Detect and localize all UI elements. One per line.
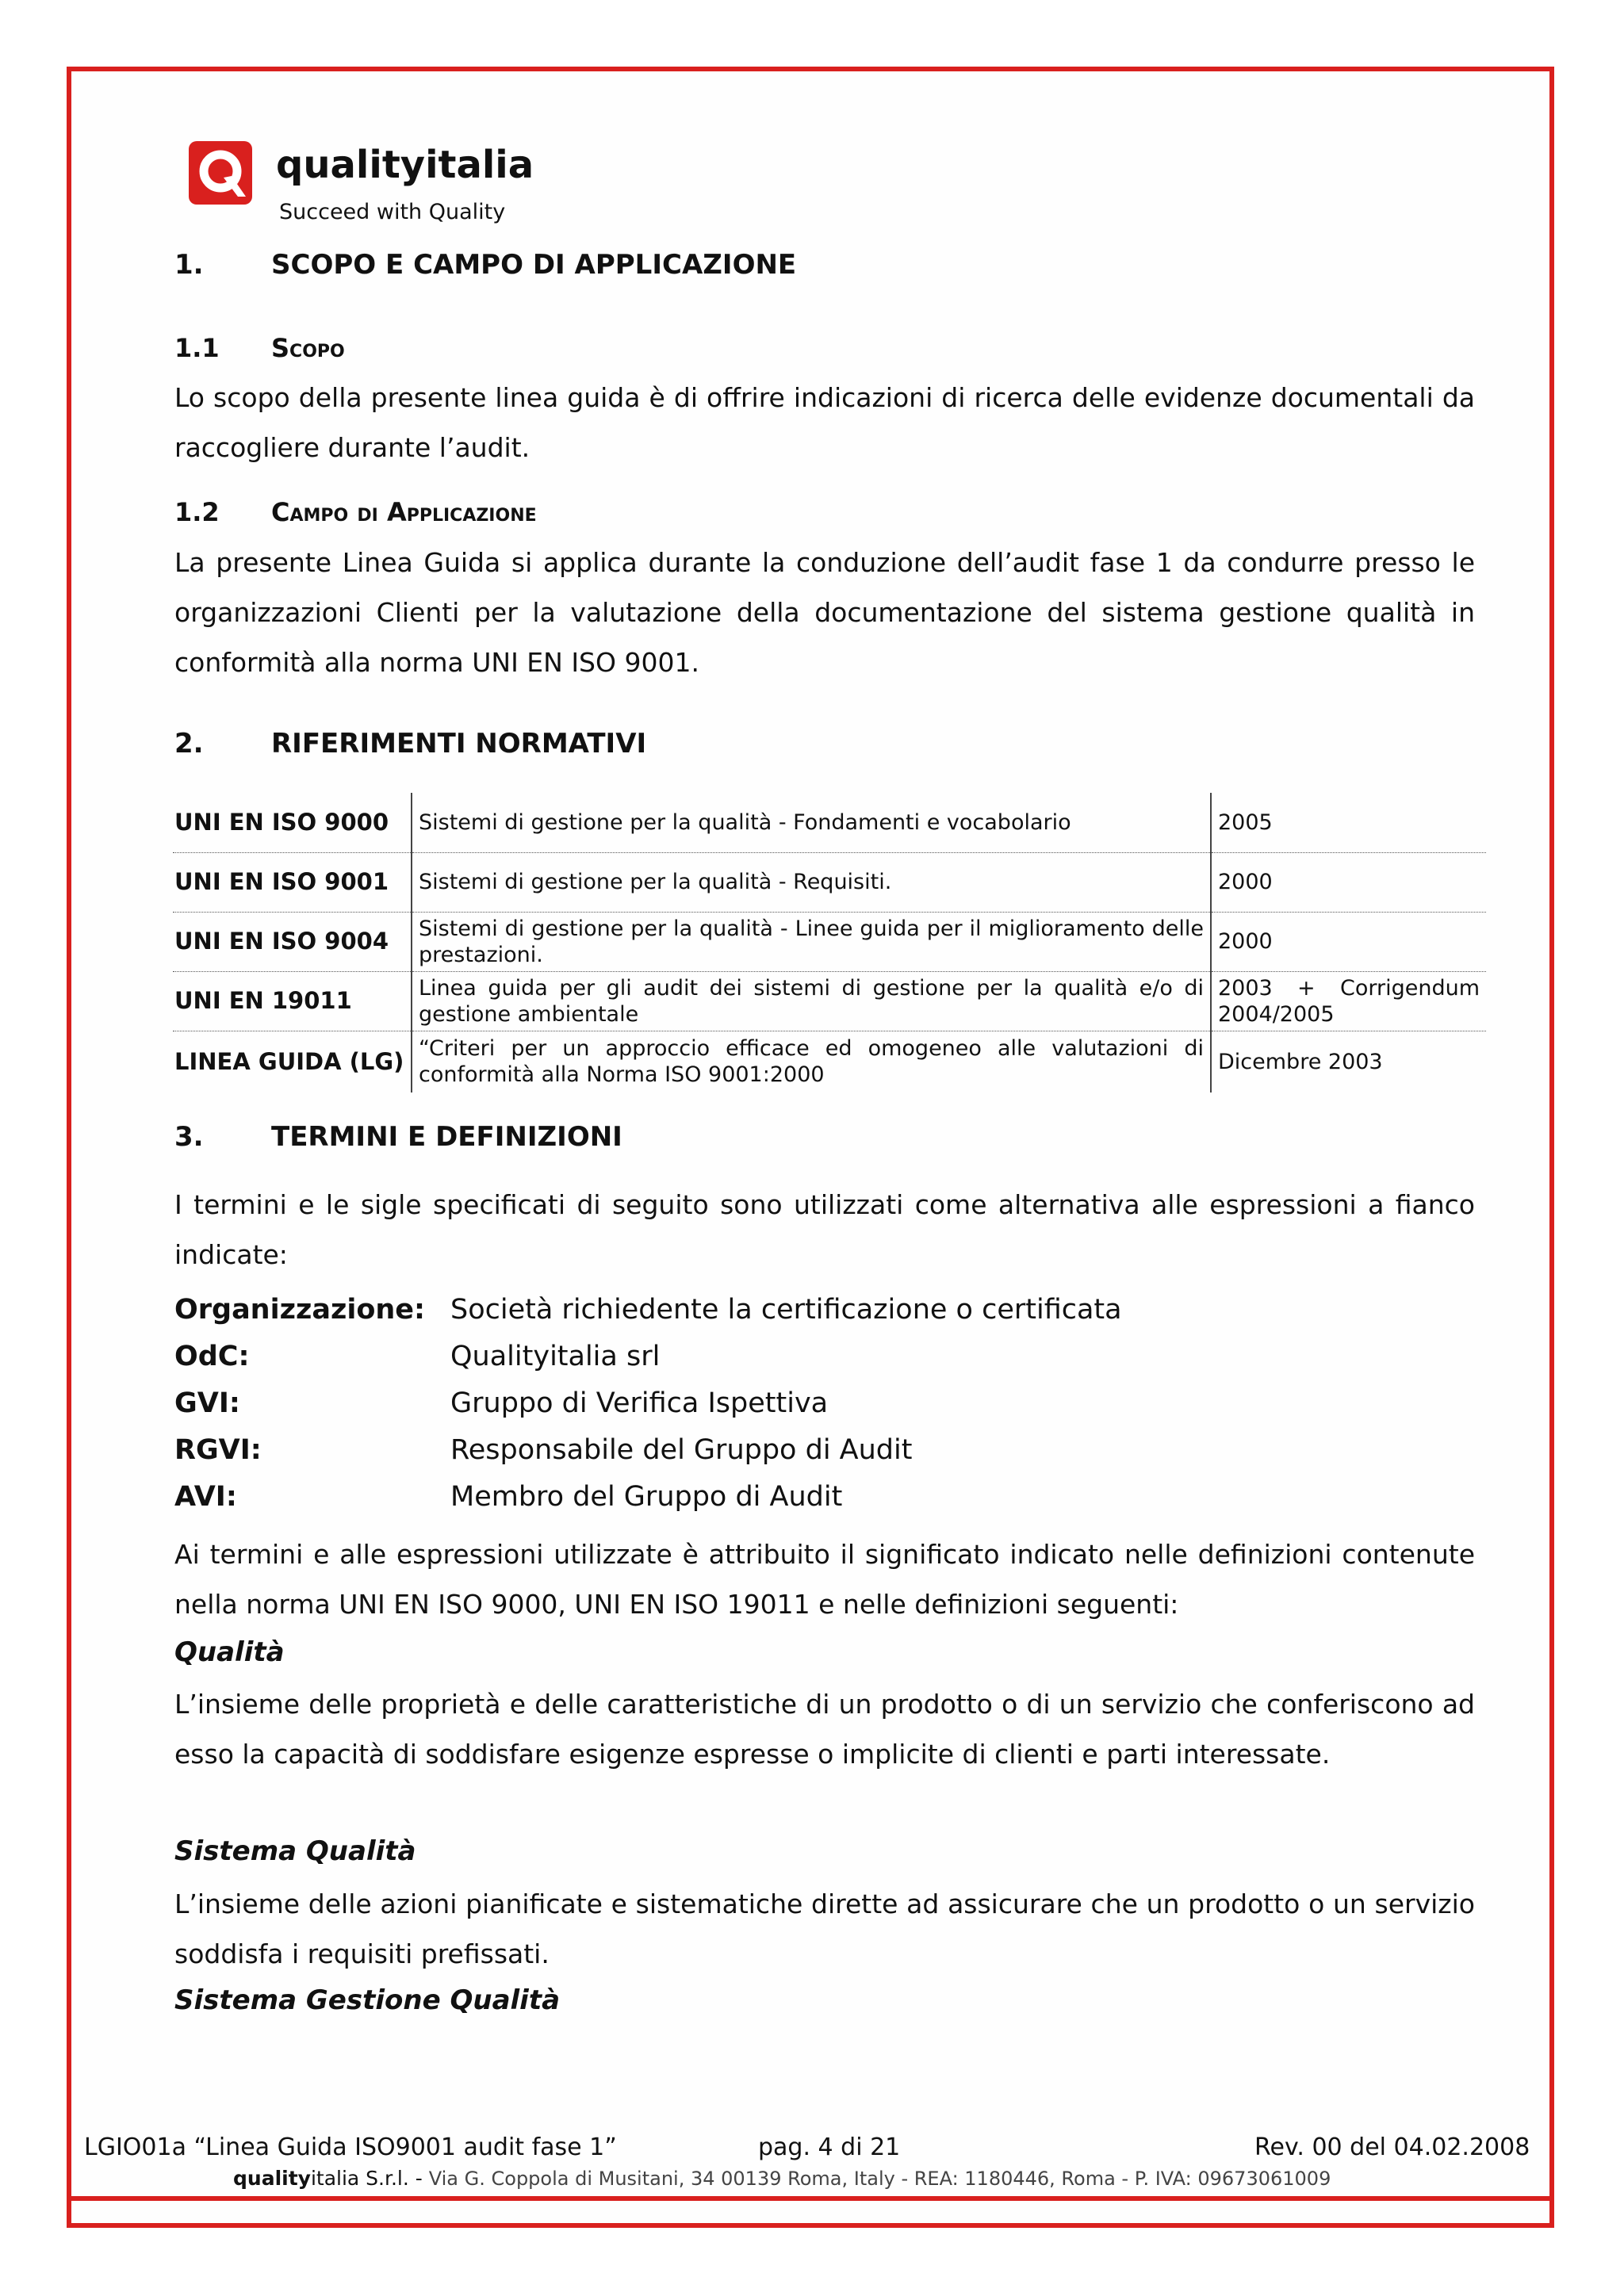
definition-text: L’insieme delle azioni pianificate e sistematiche dirette ad assicurare che un prodotto o un servizio soddisfa i requisiti prefissati. (174, 1888, 1475, 1969)
footer-revision: Rev. 00 del 04.02.2008 (1254, 2133, 1530, 2161)
reference-title: Sistemi di gestione per la qualità - Requisiti. (412, 852, 1211, 912)
term-label: OdC: (174, 1341, 250, 1372)
reference-year: Dicembre 2003 (1211, 1031, 1486, 1093)
footer-doc-ref: LGIO01a “Linea Guida ISO9001 audit fase 1” (84, 2133, 617, 2161)
reference-title: “Criteri per un approccio efficace ed omogeneo alle valutazioni di conformità alla Norma ISO 9001:2000 (412, 1031, 1211, 1093)
footer-company-bold: quality (233, 2167, 311, 2190)
term-description: Qualityitalia srl (450, 1341, 661, 1372)
qualityitalia-logo-icon (189, 141, 252, 205)
footer-company (233, 2167, 1331, 2190)
reference-title: Linea guida per gli audit dei sistemi di gestione per la qualità e/o di gestione ambientale (412, 971, 1211, 1031)
definition-text: L’insieme delle proprietà e delle caratteristiche di un prodotto o di un servizio che conferiscono ad esso la capacità di soddisfare esigenze espresse o implicite di clienti e parti interessate. (174, 1689, 1475, 1770)
reference-title: Sistemi di gestione per la qualità - Fondamenti e vocabolario (412, 793, 1211, 852)
reference-code: UNI EN ISO 9001 (173, 852, 412, 912)
section-3-intro: I termini e le sigle specificati di seguito sono utilizzati come alternativa alle espressioni a fianco indicate: (174, 1189, 1475, 1270)
section-3-outro: Ai termini e alle espressioni utilizzate è attribuito il significato indicato nelle definizioni contenute nella norma UNI EN ISO 9000, UNI EN ISO 19011 e nelle definizioni seguenti: (174, 1539, 1475, 1620)
table-row (173, 912, 1486, 971)
section-1-2-text: La presente Linea Guida si applica durante la conduzione dell’audit fase 1 da condurre presso le organizzazioni Clienti per la valutazione della documentazione del sistema gestione qualità in conformità alla norma UNI EN ISO 9001. (174, 547, 1475, 678)
reference-year: 2005 (1218, 809, 1273, 835)
term-label: GVI: (174, 1387, 240, 1419)
term-label: AVI: (174, 1481, 237, 1513)
reference-year: 2000 (1211, 912, 1486, 971)
term-description: Gruppo di Verifica Ispettiva (450, 1387, 829, 1419)
term-description: Società richiedente la certificazione o certificata (450, 1294, 1122, 1326)
references-table (173, 793, 1486, 1093)
table-row (173, 1031, 1486, 1093)
definition-title: Sistema Qualità (174, 1835, 416, 1867)
term-label: Organizzazione: (174, 1294, 426, 1326)
reference-code: UNI EN ISO 9004 (173, 912, 412, 971)
reference-title: Sistemi di gestione per la qualità - Linee guida per il miglioramento delle prestazioni. (412, 912, 1211, 971)
reference-year: 2003 + Corrigendum 2004/2005 (1211, 971, 1486, 1031)
section-1-1-text: Lo scopo della presente linea guida è di offrire indicazioni di ricerca delle evidenze documentali da raccogliere durante l’audit. (174, 382, 1475, 463)
brand-name: qualityitalia (276, 143, 534, 187)
table-row (173, 852, 1486, 912)
brand-tagline: Succeed with Quality (279, 200, 506, 224)
definition-title: Sistema Gestione Qualità (174, 1984, 561, 2016)
reference-code: LINEA GUIDA (LG) (173, 1031, 412, 1093)
footer-address: Via G. Coppola di Musitani, 34 00139 Roma, Italy - REA: 1180446, Roma - P. IVA: 09673061009 (428, 2168, 1331, 2190)
reference-code: UNI EN 19011 (173, 971, 412, 1031)
term-label: RGVI: (174, 1434, 262, 1466)
definition-title: Qualità (174, 1636, 285, 1668)
reference-code: UNI EN ISO 9000 (173, 793, 412, 852)
footer-page-number: pag. 4 di 21 (758, 2133, 901, 2161)
reference-year: 2000 (1211, 852, 1486, 912)
term-description: Responsabile del Gruppo di Audit (450, 1434, 913, 1466)
table-row (173, 793, 1486, 852)
footer-divider (67, 2196, 1554, 2201)
footer-company-rest: italia S.r.l. - (310, 2167, 423, 2190)
term-description: Membro del Gruppo di Audit (450, 1481, 843, 1513)
table-row (173, 971, 1486, 1031)
